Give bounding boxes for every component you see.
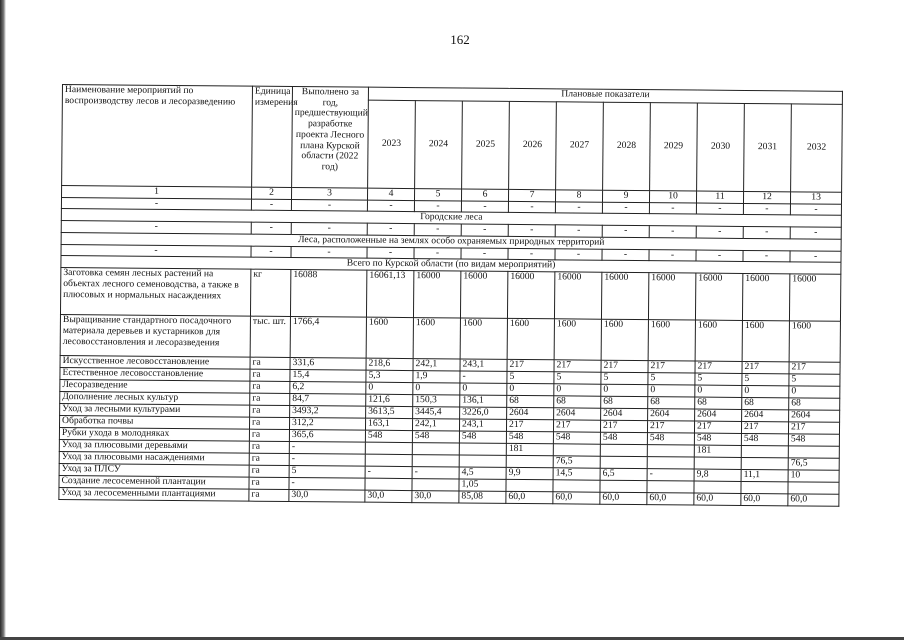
unit-cell: га: [249, 453, 289, 465]
plan-value-2024: 548: [412, 431, 459, 443]
plan-value-2024: 242,1: [412, 419, 459, 431]
unit-cell: тыс. шт.: [250, 316, 290, 357]
plan-value-2028: [600, 444, 647, 456]
plan-value-2029: 1600: [648, 320, 695, 361]
plan-value-2024: [412, 443, 459, 455]
dash-cell: -: [508, 201, 555, 213]
plan-value-2029: [647, 445, 694, 457]
plan-value-2026: 217: [507, 360, 554, 372]
dash-cell: -: [461, 224, 508, 236]
plan-value-2025: 243,1: [460, 359, 507, 371]
plan-value-2030: [694, 481, 741, 493]
done-2022-cell: 3493,2: [290, 406, 366, 419]
done-2022-cell: 331,6: [290, 358, 366, 371]
column-number-6: 6: [461, 189, 508, 201]
forest-plan-table: [58, 84, 843, 507]
plan-value-2025: 136,1: [460, 395, 507, 407]
activity-name: Заготовка семян лесных растений на объектах лесного семеноводства, а также в плюсовых и нормальных насаждениях: [60, 268, 250, 317]
dash-cell: -: [508, 225, 555, 237]
plan-value-2030: 217: [695, 361, 742, 373]
dash-cell: -: [696, 226, 743, 238]
plan-value-2030: 60,0: [694, 493, 741, 505]
column-number-10: 10: [649, 191, 696, 203]
column-number-11: 11: [696, 191, 743, 203]
done-2022-cell: -: [289, 478, 365, 491]
plan-value-2026: 548: [506, 432, 553, 444]
activity-name: Рубки ухода в молодняках: [59, 428, 249, 442]
plan-value-2024: -: [412, 467, 459, 479]
year-header-2031: 2031: [744, 103, 792, 191]
plan-value-2025: 3226,0: [460, 407, 507, 419]
plan-value-2031: 16000: [742, 274, 789, 321]
dash-cell: -: [251, 199, 291, 211]
dash-cell: -: [367, 223, 414, 235]
unit-cell: га: [250, 357, 290, 369]
plan-value-2028: 0: [601, 384, 648, 396]
column-number-7: 7: [508, 189, 555, 201]
plan-value-2028: 6,5: [600, 468, 647, 480]
plan-value-2027: 2604: [554, 408, 601, 420]
done-2022-cell: 1766,4: [290, 317, 366, 359]
year-header-2030: 2030: [697, 103, 745, 191]
plan-value-2028: 217: [600, 420, 647, 432]
plan-value-2030: 16000: [695, 273, 742, 320]
plan-value-2026: 16000: [507, 272, 554, 319]
unit-cell: га: [249, 465, 289, 477]
plan-value-2029: [647, 457, 694, 469]
plan-value-2023: [365, 478, 412, 490]
plan-value-2026: 9,9: [506, 468, 553, 480]
plan-value-2029: 5: [648, 373, 695, 385]
plan-value-2030: 5: [695, 373, 742, 385]
plan-value-2027: 1600: [554, 319, 601, 360]
plan-value-2023: 5,3: [366, 370, 413, 382]
plan-value-2030: 1600: [695, 320, 742, 361]
plan-value-2029: 217: [648, 361, 695, 373]
unit-cell: га: [249, 429, 289, 441]
plan-value-2032: 548: [788, 434, 839, 446]
plan-value-2030: 548: [694, 433, 741, 445]
dash-cell: -: [414, 224, 461, 236]
section-title-protected: Леса, расположенные на землях особо охраняемых природных территорий: [61, 232, 841, 251]
plan-value-2029: 0: [648, 385, 695, 397]
dash-cell: -: [790, 204, 841, 216]
plan-value-2025: 4,5: [459, 467, 506, 479]
plan-value-2029: 68: [648, 397, 695, 409]
plan-value-2031: 217: [741, 422, 788, 434]
plan-value-2027: 217: [554, 360, 601, 372]
dash-cell: -: [649, 249, 696, 261]
plan-value-2028: 2604: [601, 408, 648, 420]
year-header-2026: 2026: [509, 101, 557, 189]
plan-value-2026: 181: [506, 444, 553, 456]
activity-name: Уход за плюсовыми деревьями: [59, 440, 249, 454]
plan-value-2028: 16000: [601, 272, 648, 319]
plan-value-2032: 16000: [789, 274, 841, 321]
dash-cell: -: [61, 244, 251, 257]
plan-value-2025: 0: [460, 383, 507, 395]
unit-cell: га: [249, 489, 289, 501]
header-name: Наименование мероприятий по воспроизводству лесов и лесоразведению: [62, 85, 253, 188]
unit-cell: га: [250, 369, 290, 381]
plan-value-2028: [600, 480, 647, 492]
plan-value-2032: 217: [788, 422, 839, 434]
activity-name: Уход за лесными культурами: [60, 404, 250, 418]
unit-cell: кг: [250, 269, 290, 316]
table-row: [60, 268, 841, 322]
plan-value-2023: [365, 442, 412, 454]
unit-cell: га: [250, 381, 290, 393]
plan-value-2027: 68: [554, 396, 601, 408]
column-number-12: 12: [743, 191, 790, 203]
plan-value-2032: 217: [789, 362, 840, 374]
plan-value-2030: [694, 457, 741, 469]
plan-value-2031: 68: [742, 398, 789, 410]
unit-cell: га: [249, 417, 289, 429]
plan-value-2030: 2604: [695, 409, 742, 421]
plan-value-2031: 1600: [742, 321, 789, 362]
plan-value-2025: 548: [459, 431, 506, 443]
done-2022-cell: -: [289, 442, 365, 455]
plan-value-2027: 0: [554, 384, 601, 396]
done-2022-cell: 84,7: [290, 394, 366, 407]
plan-value-2029: 60,0: [647, 493, 694, 505]
dash-cell: -: [649, 226, 696, 238]
plan-value-2023: 30,0: [365, 490, 412, 502]
unit-cell: га: [249, 441, 289, 453]
plan-value-2028: 68: [601, 396, 648, 408]
plan-value-2023: 548: [365, 430, 412, 442]
activity-name: Дополнение лесных культур: [60, 392, 250, 406]
year-header-2024: 2024: [415, 101, 463, 189]
activity-name: Искусственное лесовосстановление: [60, 356, 250, 370]
plan-value-2029: 548: [647, 433, 694, 445]
column-number-1: 1: [62, 186, 252, 199]
forest-plan-table-sheet: [58, 84, 842, 507]
dash-cell: -: [743, 250, 790, 262]
plan-value-2023: 16061,13: [366, 270, 413, 317]
done-2022-cell: 5: [289, 466, 365, 479]
dash-cell: -: [602, 249, 649, 261]
dash-cell: -: [508, 248, 555, 260]
plan-value-2028: 1600: [601, 319, 648, 360]
plan-value-2024: 1,9: [413, 371, 460, 383]
plan-value-2030: 217: [694, 421, 741, 433]
plan-value-2026: 5: [507, 372, 554, 384]
activity-name: Обработка почвы: [60, 416, 250, 430]
year-header-2032: 2032: [791, 104, 843, 192]
plan-value-2029: -: [647, 469, 694, 481]
plan-value-2025: 1,05: [459, 479, 506, 491]
plan-value-2026: [506, 456, 553, 468]
plan-value-2032: 0: [789, 386, 840, 398]
dash-cell: -: [790, 227, 841, 239]
column-number-9: 9: [602, 190, 649, 202]
done-2022-cell: 365,6: [289, 430, 365, 443]
plan-value-2027: 76,5: [553, 456, 600, 468]
plan-value-2029: 16000: [648, 273, 695, 320]
dash-cell: -: [251, 246, 291, 258]
plan-value-2025: 1600: [460, 318, 507, 359]
plan-value-2032: 60,0: [788, 494, 839, 506]
plan-value-2031: [741, 458, 788, 470]
plan-value-2030: 9,8: [694, 469, 741, 481]
plan-value-2023: 218,6: [366, 358, 413, 370]
plan-value-2028: [600, 456, 647, 468]
plan-value-2030: 68: [695, 397, 742, 409]
plan-value-2028: 217: [601, 360, 648, 372]
plan-value-2032: 10: [788, 470, 839, 482]
dash-cell: -: [291, 246, 367, 258]
header-plan: Плановые показатели: [368, 87, 842, 104]
plan-value-2025: 85,08: [459, 491, 506, 503]
column-number-3: 3: [292, 188, 368, 200]
plan-value-2024: 1600: [413, 318, 460, 359]
plan-value-2024: [412, 455, 459, 467]
plan-value-2031: 0: [742, 386, 789, 398]
plan-value-2027: 5: [554, 372, 601, 384]
plan-value-2024: 3445,4: [413, 407, 460, 419]
plan-value-2028: 548: [600, 432, 647, 444]
section-title-total: Всего по Курской области (по видам мероприятий): [61, 256, 841, 275]
header-unit: Единица измерения: [252, 86, 293, 187]
plan-value-2029: [647, 481, 694, 493]
header-done: Выполнено за год, предшествующий разработке проекта Лесного плана Курской области (2022 год): [292, 87, 369, 189]
done-2022-cell: 312,2: [289, 418, 365, 431]
plan-value-2026: 68: [507, 396, 554, 408]
dash-cell: -: [790, 251, 841, 263]
activity-name: Естественное лесовосстановление: [60, 368, 250, 382]
plan-value-2031: 217: [742, 362, 789, 374]
plan-value-2031: [741, 482, 788, 494]
plan-value-2027: 548: [553, 432, 600, 444]
plan-value-2024: 16000: [413, 271, 460, 318]
plan-value-2024: 150,3: [413, 395, 460, 407]
dash-cell: -: [743, 203, 790, 215]
dash-cell: -: [743, 227, 790, 239]
plan-value-2027: [553, 480, 600, 492]
done-2022-cell: 16088: [290, 270, 366, 318]
dash-cell: -: [461, 248, 508, 260]
plan-value-2031: 5: [742, 374, 789, 386]
plan-value-2032: 5: [789, 374, 840, 386]
activity-name: Создание лесосеменной плантации: [59, 476, 249, 490]
plan-value-2026: 0: [507, 384, 554, 396]
plan-value-2030: 181: [694, 445, 741, 457]
dash-cell: -: [414, 247, 461, 259]
plan-value-2023: -: [365, 466, 412, 478]
plan-value-2027: 60,0: [553, 492, 600, 504]
dash-cell: -: [61, 221, 251, 234]
plan-value-2026: [506, 480, 553, 492]
plan-value-2024: 242,1: [413, 359, 460, 371]
plan-value-2031: [741, 446, 788, 458]
year-header-2028: 2028: [603, 102, 651, 190]
section-title-urban: Городские леса: [61, 209, 841, 228]
plan-value-2029: 2604: [648, 409, 695, 421]
activity-name: Уход за лесосеменными плантациями: [59, 488, 249, 502]
plan-value-2025: [459, 455, 506, 467]
plan-value-2023: 121,6: [366, 394, 413, 406]
activity-name: Выращивание стандартного посадочного материала деревьев и кустарников для лесовосстановления и лесоразведения: [60, 315, 250, 358]
dash-cell: -: [696, 250, 743, 262]
year-header-2023: 2023: [368, 100, 416, 188]
plan-value-2027: 16000: [554, 272, 601, 319]
dash-cell: -: [555, 202, 602, 214]
activity-name: Уход за ПЛСУ: [59, 464, 249, 478]
plan-value-2026: 60,0: [506, 492, 553, 504]
plan-value-2023: 163,1: [365, 418, 412, 430]
dash-cell: -: [555, 225, 602, 237]
unit-cell: га: [250, 393, 290, 405]
plan-value-2024: [412, 479, 459, 491]
plan-value-2032: 2604: [789, 410, 840, 422]
unit-cell: га: [250, 405, 290, 417]
plan-value-2026: 2604: [507, 408, 554, 420]
plan-value-2028: 5: [601, 372, 648, 384]
plan-value-2023: 1600: [366, 317, 413, 358]
dash-cell: -: [291, 223, 367, 235]
dash-cell: -: [602, 225, 649, 237]
done-2022-cell: 6,2: [290, 382, 366, 395]
plan-value-2024: 30,0: [412, 491, 459, 503]
plan-value-2025: 16000: [460, 271, 507, 318]
column-number-5: 5: [414, 189, 461, 201]
plan-value-2030: 0: [695, 385, 742, 397]
plan-value-2023: 3613,5: [366, 406, 413, 418]
plan-value-2029: 217: [647, 421, 694, 433]
plan-value-2028: 60,0: [600, 492, 647, 504]
column-number-13: 13: [790, 192, 841, 204]
dash-cell: -: [696, 203, 743, 215]
done-2022-cell: 15,4: [290, 370, 366, 383]
dash-cell: -: [367, 247, 414, 259]
plan-value-2031: 11,1: [741, 470, 788, 482]
plan-value-2026: 1600: [507, 319, 554, 360]
plan-value-2032: 1600: [789, 321, 840, 362]
plan-value-2032: 68: [789, 398, 840, 410]
dash-cell: -: [291, 199, 367, 211]
dash-cell: -: [367, 200, 414, 212]
dash-cell: -: [61, 197, 251, 210]
plan-value-2027: 14,5: [553, 468, 600, 480]
dash-cell: -: [602, 202, 649, 214]
column-number-2: 2: [252, 187, 292, 199]
done-2022-cell: -: [289, 454, 365, 467]
plan-value-2025: 243,1: [459, 419, 506, 431]
plan-value-2026: 217: [506, 420, 553, 432]
activity-name: Уход за плюсовыми насаждениями: [59, 452, 249, 466]
plan-value-2023: 0: [366, 382, 413, 394]
year-header-2029: 2029: [650, 103, 698, 191]
plan-value-2025: -: [460, 371, 507, 383]
plan-value-2032: 76,5: [788, 458, 839, 470]
plan-value-2031: 60,0: [741, 494, 788, 506]
plan-value-2027: 217: [553, 420, 600, 432]
plan-value-2031: 2604: [742, 410, 789, 422]
dash-cell: -: [649, 202, 696, 214]
column-number-8: 8: [555, 190, 602, 202]
year-header-2027: 2027: [556, 102, 604, 190]
dash-cell: -: [461, 201, 508, 213]
year-header-2025: 2025: [462, 101, 510, 189]
column-number-4: 4: [368, 188, 415, 200]
scan-edge-left: [0, 0, 6, 640]
dash-cell: -: [251, 222, 291, 234]
plan-value-2023: [365, 454, 412, 466]
plan-value-2027: [553, 444, 600, 456]
activity-name: Лесоразведение: [60, 380, 250, 394]
plan-value-2025: [459, 443, 506, 455]
page-number: 162: [450, 32, 470, 47]
dash-cell: -: [555, 248, 602, 260]
plan-value-2024: 0: [413, 383, 460, 395]
dash-cell: -: [414, 200, 461, 212]
done-2022-cell: 30,0: [289, 490, 365, 503]
plan-value-2031: 548: [741, 434, 788, 446]
unit-cell: га: [249, 477, 289, 489]
